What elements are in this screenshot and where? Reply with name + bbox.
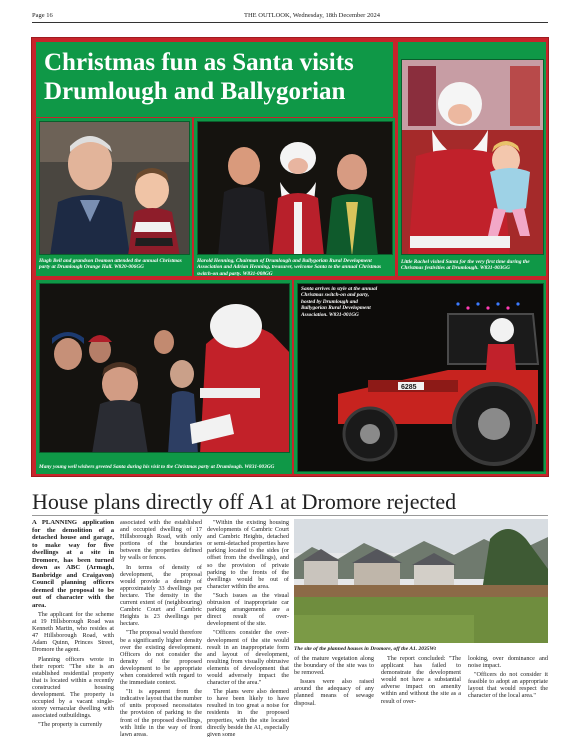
story-lead: A PLANNING application for the demolition of a detached house and garage, to make way for five dwellings at a site in Dromore, has been turned down as ABC (Armagh, Banbridge and Craigavon) Council planning officers deemed the proposal to be out of character with the area. xyxy=(32,519,114,609)
photo-children-image xyxy=(40,284,290,453)
caption-tractor: Santa arrives in style at the annual Christmas switch-on and party, hosted by Drumlough and Ballygorian Rural Development Association. W831-001GG xyxy=(301,286,378,318)
story-headline: House plans directly off A1 at Dromore rejected xyxy=(32,489,457,514)
story-paragraph: "The proposal would therefore be a significantly higher density over the existing development. Officers do not consider the density of the proposed development to be appropriate when considered with regard to the immediate context. xyxy=(120,629,202,687)
photo-hugh-bell xyxy=(39,121,190,255)
story-paragraph: "Officers do not consider it feasible to adopt an appropriate layout that would respect the character of the local area." xyxy=(468,671,548,700)
story-column-4 xyxy=(294,655,374,709)
story-paragraph: looking, over dominance and noise impact. xyxy=(468,655,548,670)
story-paragraph: The applicant for the scheme at 19 Hillsborough Road was Kenneth Martin, who resides at 47 Hillsborough Road, with Adam Quinn, Princes Street, Dromore the agent. xyxy=(32,611,114,654)
story-photo-caption: The site of the planned houses in Dromore, off the A1. 2035Wt xyxy=(294,646,436,652)
photo-little-rachel xyxy=(401,59,544,255)
story-rule xyxy=(32,515,548,516)
story-paragraph: of the mature vegetation along the boundary of the site was to be removed. xyxy=(294,655,374,677)
headline-line-2: Drumlough and Ballygorian xyxy=(44,78,346,105)
story-paragraph: associated with the established and occupied dwelling of 17 Hillsborough Road, with only portions of the boundaries between the properties defined by walls or fences. xyxy=(120,519,202,562)
caption-hugh: Hugh Bell and grandson Deamon attended the annual Christmas party at Drumlough Orange Hall. W820-006GG xyxy=(39,258,182,271)
story-paragraph: "Within the existing housing developments of Cambric Court and Cambric Heights, detached or semi-detached properties have parking located to the sides (or offset from the dwellings), and so the provision of private parking to the fronts of the dwellings would be out of character within the area. xyxy=(207,519,289,590)
story-paragraph: "Such issues as the visual obtrusion of inappropriate car parking arrangements are a direct result of over-development of the site. xyxy=(207,591,289,628)
story-column-3 xyxy=(207,519,289,737)
story-paragraph: The plans were also deemed to have been likely to have resulted in too great a noise for residents in the proposed properties, with the site located directly beside the A1, especially given some xyxy=(207,688,289,737)
story-column-2 xyxy=(120,519,202,737)
story-column-1 xyxy=(32,519,114,731)
photo-hugh-bell-image xyxy=(40,122,190,255)
story-photo xyxy=(294,519,548,643)
page-number: Page 16 xyxy=(32,12,53,19)
photo-harold-image xyxy=(198,122,393,255)
masthead: THE OUTLOOK, Wednesday, 18th December 2024 xyxy=(244,12,380,19)
story-paragraph: Planning officers wrote in their report: "The site is an established residential property that is located within a recently constructed housing development. The property is occupied by a vacant single-storey vernacular dwelling with associated outbuildings. xyxy=(32,655,114,720)
caption-little-rachel: Little Rachel visited Santa for the very first time during the Christmas festivities at Drumlough. W831-003GG xyxy=(401,259,530,272)
story-column-6 xyxy=(468,655,548,702)
feature-headline xyxy=(44,48,389,106)
photo-rachel-image xyxy=(402,60,544,255)
caption-children: Many young well wishers greeted Santa during his visit to the Christmas party at Drumlough. W831-003GG xyxy=(39,464,275,470)
story-paragraph: The report concluded: "The applicant has failed to demonstrate the development would not have a substantial adverse impact on amenity within and without the site as a result of over- xyxy=(381,655,461,705)
story-paragraph: In terms of density of development, the proposal would provide a density of approximately 33 dwellings per hectare. The density in the current extent of (neighbouring) Cambric Court and Cambric Heights is 23 dwellings per hectare. xyxy=(120,563,202,628)
story-photo-image xyxy=(294,519,548,643)
story-paragraph: Issues were also raised around the adequacy of any planned means of sewage disposal. xyxy=(294,678,374,707)
header-rule xyxy=(32,22,548,23)
christmas-feature xyxy=(31,37,549,477)
page-header xyxy=(32,8,548,22)
photo-children xyxy=(39,283,290,453)
tractor-plate: 6285 xyxy=(401,384,417,391)
headline-line-1: Christmas fun as Santa visits xyxy=(44,49,354,76)
photo-harold-henning xyxy=(197,121,393,255)
story-paragraph: "It is apparent from the indicative layout that the number of units proposed necessitates the provision of parking to the front of the proposed dwellings, with little in the way of front lawn areas. xyxy=(120,688,202,737)
story-column-5 xyxy=(381,655,461,707)
story-paragraph: "Officers consider the over-development of the site would result in an inappropriate form and layout of development, resulting from visually obtrusive elements of development that would adversely impact the character of the area." xyxy=(207,629,289,687)
story-paragraph: "The property is currently xyxy=(38,721,103,729)
caption-harold: Harold Henning, Chairman of Drumlough and Ballygorian Rural Development Association and Adrian Henning, treasurer, welcome Santa to the annual Christmas switch-on and party. W831-008GG xyxy=(197,258,382,277)
